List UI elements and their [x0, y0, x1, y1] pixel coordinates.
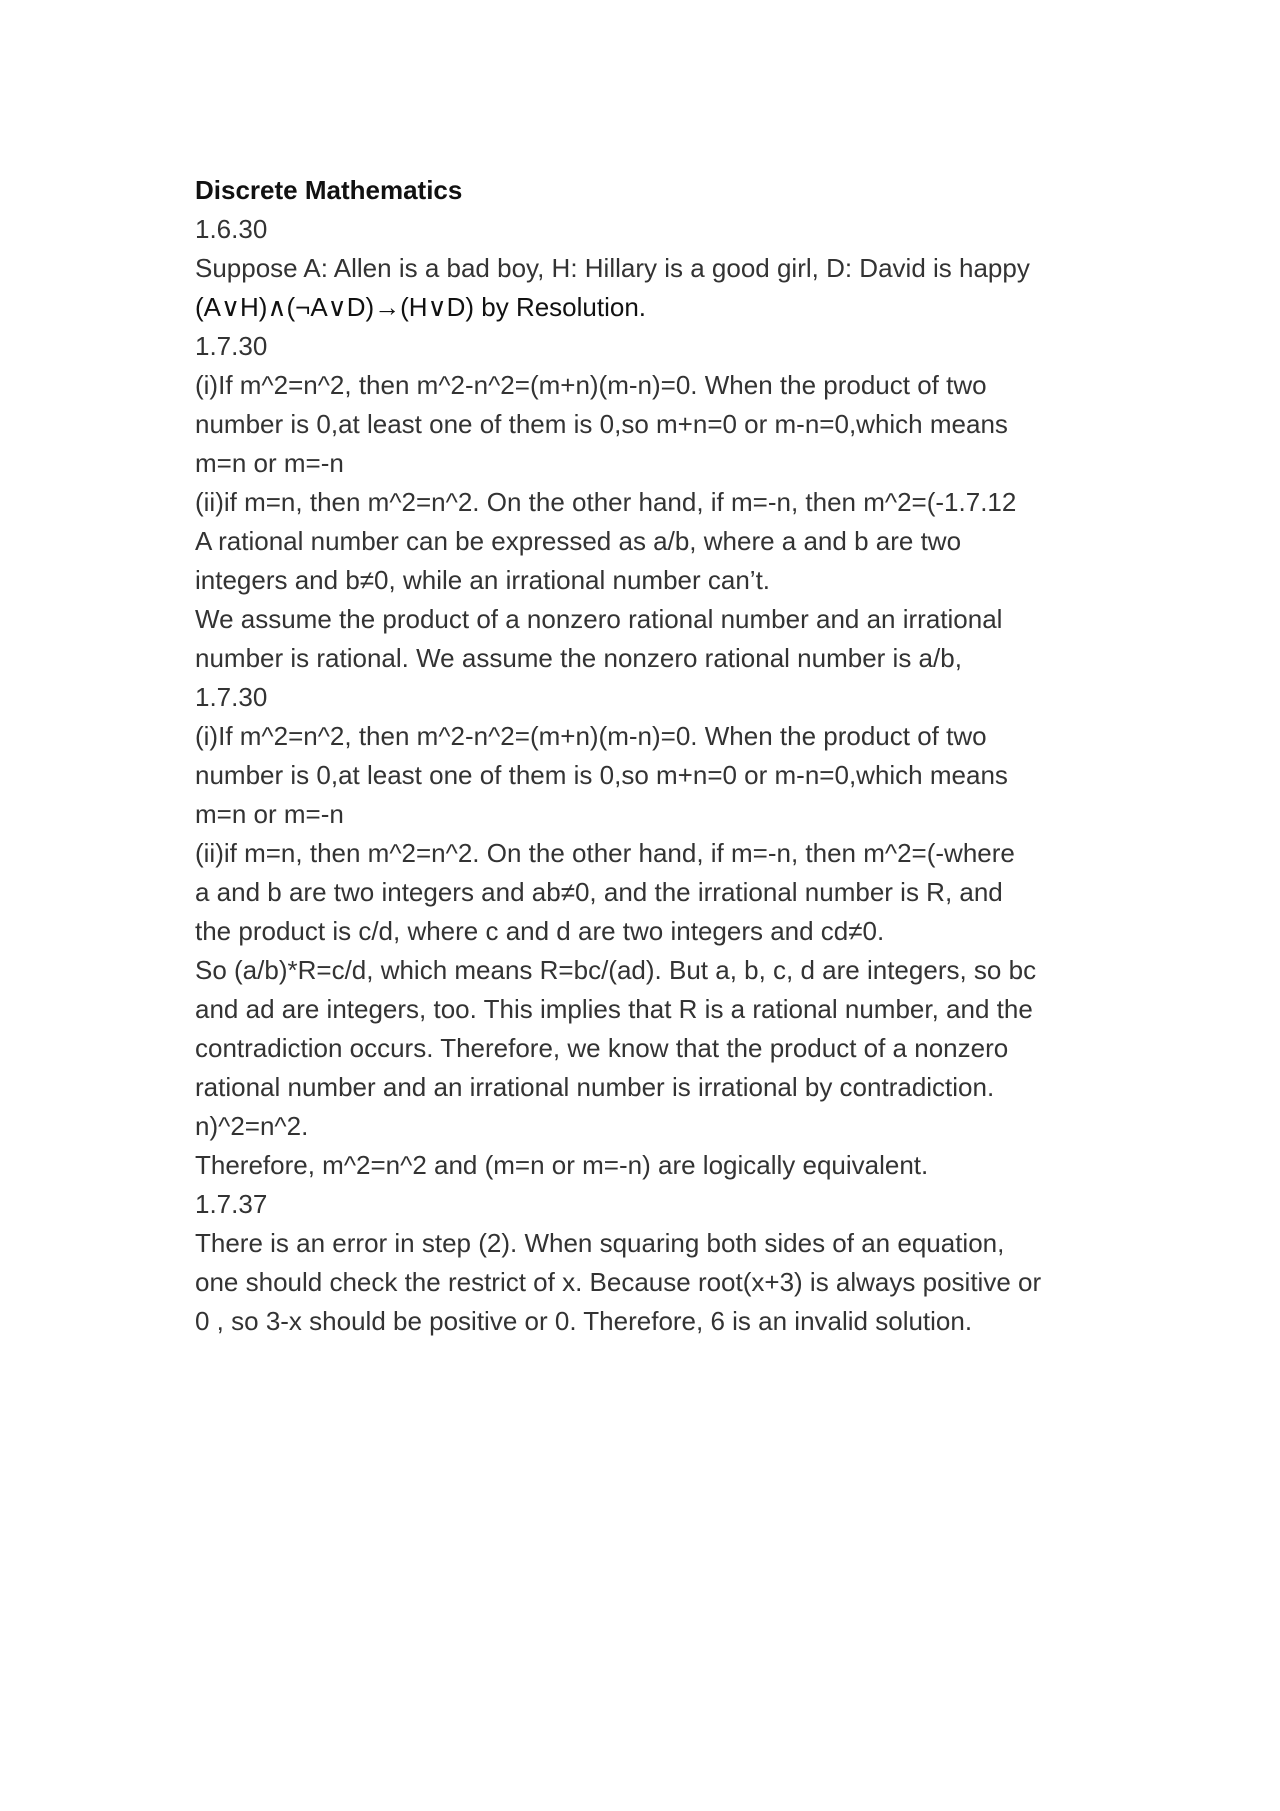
text-line: A rational number can be expressed as a/b, where a and b are two	[195, 526, 962, 556]
text-line: (ii)if m=n, then m^2=n^2. On the other hand, if m=-n, then m^2=(-1.7.12	[195, 487, 1017, 517]
text-line: (i)If m^2=n^2, then m^2-n^2=(m+n)(m-n)=0. When the product of two	[195, 721, 987, 751]
text-line: 0 , so 3-x should be positive or 0. Therefore, 6 is an invalid solution.	[195, 1306, 973, 1336]
text-line: number is 0,at least one of them is 0,so m+n=0 or m-n=0,which means	[195, 760, 1008, 790]
section-number: 1.7.30	[195, 331, 268, 361]
document-title: Discrete Mathematics	[195, 175, 463, 205]
section-number: 1.7.30	[195, 682, 268, 712]
formula-line: (A∨H)∧(¬A∨D)→(H∨D) by Resolution.	[195, 292, 647, 322]
text-line: a and b are two integers and ab≠0, and the irrational number is R, and	[195, 877, 1003, 907]
text-line: contradiction occurs. Therefore, we know that the product of a nonzero	[195, 1033, 1009, 1063]
text-line: There is an error in step (2). When squaring both sides of an equation,	[195, 1228, 1005, 1258]
text-line: We assume the product of a nonzero rational number and an irrational	[195, 604, 1003, 634]
text-line: (ii)if m=n, then m^2=n^2. On the other hand, if m=-n, then m^2=(-where	[195, 838, 1015, 868]
text-line: integers and b≠0, while an irrational number can’t.	[195, 565, 771, 595]
text-line: number is 0,at least one of them is 0,so m+n=0 or m-n=0,which means	[195, 409, 1008, 439]
text-line: number is rational. We assume the nonzero rational number is a/b,	[195, 643, 962, 673]
text-line: Therefore, m^2=n^2 and (m=n or m=-n) are logically equivalent.	[195, 1150, 929, 1180]
text-line: Suppose A: Allen is a bad boy, H: Hillary is a good girl, D: David is happy	[195, 253, 1030, 283]
text-line: So (a/b)*R=c/d, which means R=bc/(ad). But a, b, c, d are integers, so bc	[195, 955, 1037, 985]
text-line: the product is c/d, where c and d are two integers and cd≠0.	[195, 916, 885, 946]
text-line: and ad are integers, too. This implies that R is a rational number, and the	[195, 994, 1033, 1024]
text-line: n)^2=n^2.	[195, 1111, 309, 1141]
text-line: one should check the restrict of x. Because root(x+3) is always positive or	[195, 1267, 1042, 1297]
section-number: 1.6.30	[195, 214, 268, 244]
text-line: (i)If m^2=n^2, then m^2-n^2=(m+n)(m-n)=0. When the product of two	[195, 370, 987, 400]
section-number: 1.7.37	[195, 1189, 268, 1219]
text-line: m=n or m=-n	[195, 799, 344, 829]
text-line: m=n or m=-n	[195, 448, 344, 478]
document-body	[195, 171, 1095, 1341]
text-line: rational number and an irrational number is irrational by contradiction.	[195, 1072, 995, 1102]
